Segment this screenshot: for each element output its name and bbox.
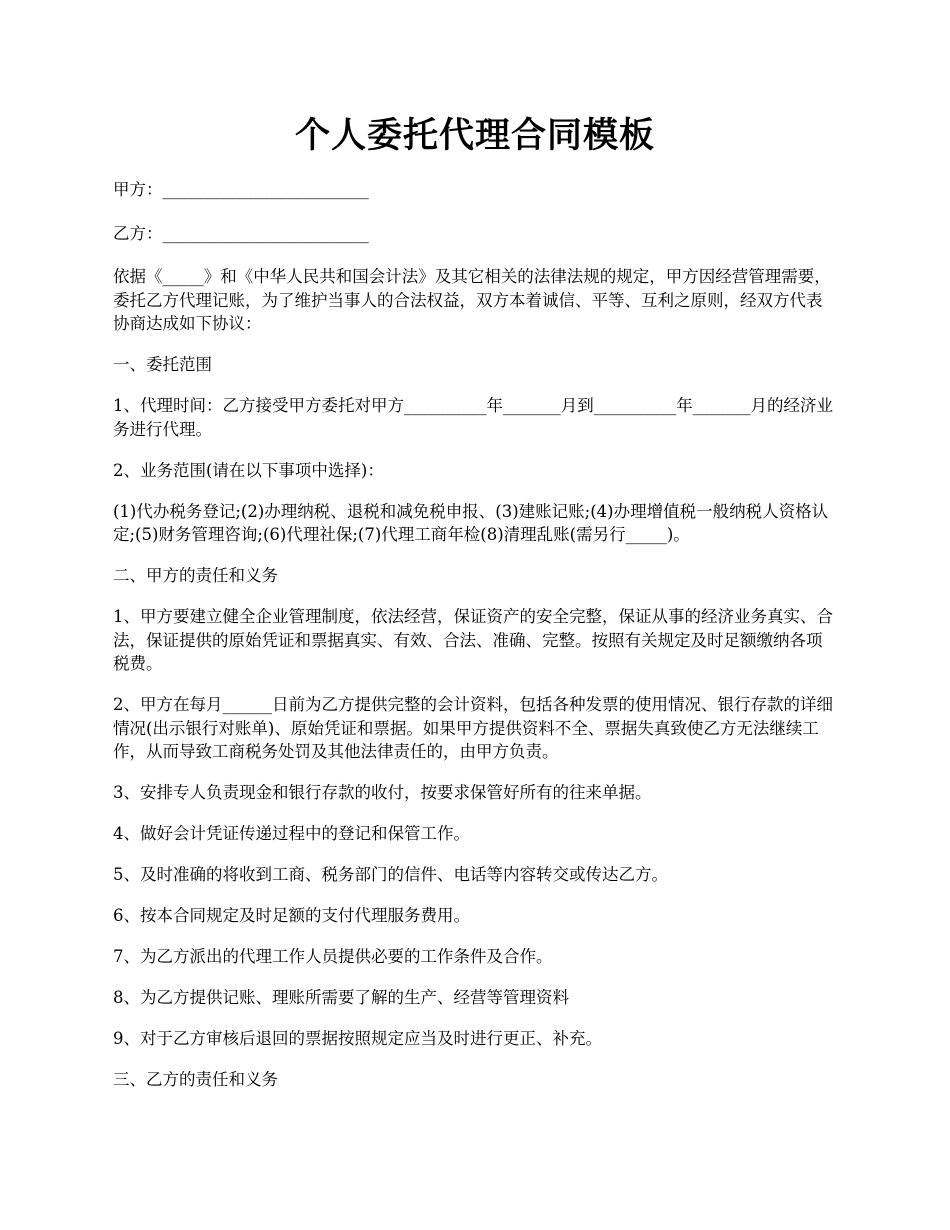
section-heading-party-b-duties: 三、乙方的责任和义务 xyxy=(113,1070,278,1089)
party-a-duty-item: 7、为乙方派出的代理工作人员提供必要的工作条件及合作。 xyxy=(113,947,553,966)
document-body xyxy=(113,178,838,1109)
party-a-duty-item: 8、为乙方提供记账、理账所需要了解的生产、经营等管理资料 xyxy=(113,988,569,1007)
scope-item-period: 1、代理时间：乙方接受甲方委托对甲方__________年_______月到__________年_______月的经济业务进行代理。 xyxy=(113,396,833,439)
party-a-duty-item: 5、及时准确的将收到工商、税务部门的信件、电话等内容转交或传达乙方。 xyxy=(113,865,668,884)
document-title: 个人委托代理合同模板 xyxy=(294,115,655,156)
party-a-duty-item: 4、做好会计凭证传递过程中的登记和保管工作。 xyxy=(113,824,470,843)
party-a-line: 甲方：_________________________ xyxy=(113,180,369,199)
scope-item-options: (1)代办税务登记;(2)办理纳税、退税和减免税申报、(3)建账记账;(4)办理增值税一般纳税人资格认定;(5)财务管理咨询;(6)代理社保;(7)代理工商年检(8)清理乱账(需另行_____)。 xyxy=(113,501,829,544)
scope-item-business: 2、业务范围(请在以下事项中选择)： xyxy=(113,460,384,480)
section-heading-scope: 一、委托范围 xyxy=(113,355,212,374)
party-a-duty-item: 1、甲方要建立健全企业管理制度，依法经营，保证资产的安全完整，保证从事的经济业务真实、合法，保证提供的原始凭证和票据真实、有效、合法、准确、完整。按照有关规定及时足额缴纳各项税费。 xyxy=(113,607,833,673)
intro-paragraph: 依据《_____》和《中华人民共和国会计法》及其它相关的法律法规的规定，甲方因经营管理需要，委托乙方代理记账，为了维护当事人的合法权益，双方本着诚信、平等、互利之原则，经双方代表协商达成如下协议： xyxy=(113,267,831,333)
party-a-duty-item: 9、对于乙方审核后退回的票据按照规定应当及时进行更正、补充。 xyxy=(113,1029,602,1048)
section-heading-party-a-duties: 二、甲方的责任和义务 xyxy=(113,566,278,585)
party-b-line: 乙方：_________________________ xyxy=(113,223,369,243)
party-a-duty-item: 3、安排专人负责现金和银行存款的收付，按要求保管好所有的往来单据。 xyxy=(113,783,652,802)
party-a-duty-item: 6、按本合同规定及时足额的支付代理服务费用。 xyxy=(113,906,470,925)
party-a-duty-item: 2、甲方在每月______日前为乙方提供完整的会计资料，包括各种发票的使用情况、银行存款的详细情况(出示银行对账单)、原始凭证和票据。如果甲方提供资料不全、票据失真致使乙方无法继续工作，从而导致工商税务处罚及其他法律责任的，由甲方负责。 xyxy=(113,695,833,761)
